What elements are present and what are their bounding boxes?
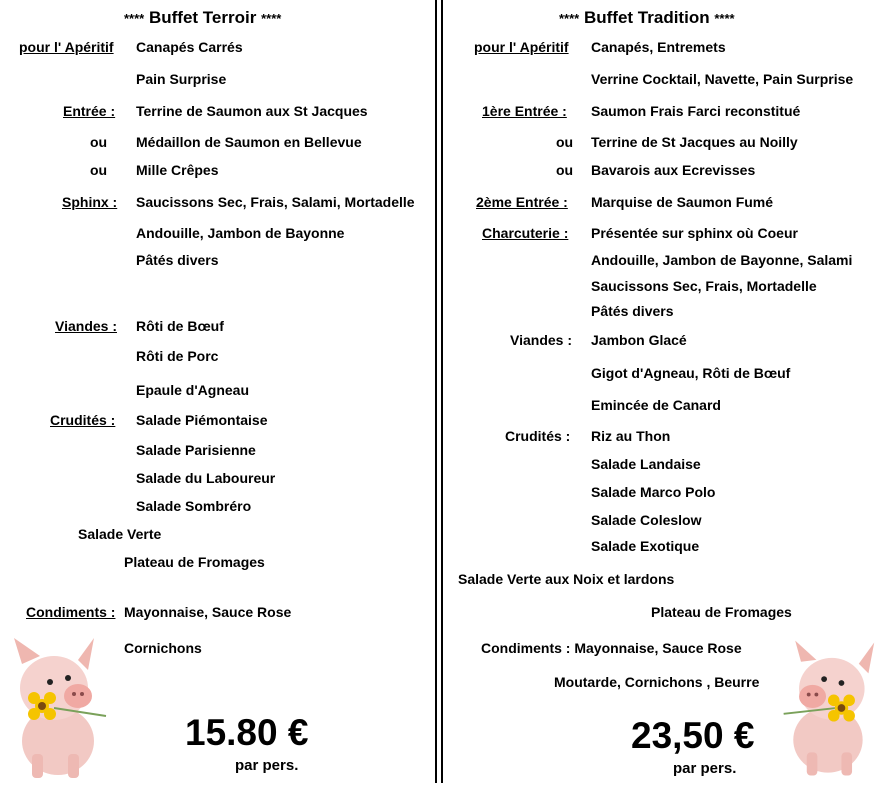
right-crudites-item: Salade Landaise [591,456,701,472]
left-crudites-item: Salade du Laboureur [136,470,276,486]
right-or-label: ou [556,162,574,178]
right-charcuterie-label: Charcuterie : [482,225,569,241]
right-charcuterie-item: Andouille, Jambon de Bayonne, Salami [591,252,853,268]
right-salade-verte: Salade Verte aux Noix et lardons [458,571,675,587]
right-entree1-item: Saumon Frais Farci reconstitué [591,103,801,119]
left-plateau-fromages: Plateau de Fromages [124,554,265,570]
left-entree-label: Entrée : [63,103,116,119]
right-viandes-item: Emincée de Canard [591,397,721,413]
right-plateau-fromages: Plateau de Fromages [651,604,792,620]
left-crudites-item: Salade Parisienne [136,442,256,458]
left-price: 15.80 € [185,712,309,753]
right-crudites-item: Salade Coleslow [591,512,702,528]
right-charcuterie-item: Saucissons Sec, Frais, Mortadelle [591,278,817,294]
right-entree1-item: Terrine de St Jacques au Noilly [591,134,798,150]
left-sphinx-item: Pâtés divers [136,252,219,268]
left-aperitif-label: pour l' Apéritif [19,39,114,55]
left-per-person: par pers. [235,757,299,774]
left-entree-item: Terrine de Saumon aux St Jacques [136,103,368,119]
left-salade-verte: Salade Verte [78,526,162,542]
right-crudites-item: Salade Exotique [591,538,700,554]
right-entree2-item: Marquise de Saumon Fumé [591,194,774,210]
right-viandes-item: Gigot d'Agneau, Rôti de Bœuf [591,365,791,381]
right-entree1-item: Bavarois aux Ecrevisses [591,162,756,178]
right-crudites-item: Salade Marco Polo [591,484,716,500]
left-sphinx-item: Andouille, Jambon de Bayonne [136,225,345,241]
left-viandes-item: Rôti de Porc [136,348,219,364]
right-aperitif-label: pour l' Apéritif [474,39,569,55]
right-viandes-label: Viandes : [510,332,572,348]
right-charcuterie-item: Pâtés divers [591,303,674,319]
right-or-label: ou [556,134,574,150]
right-crudites-item: Riz au Thon [591,428,671,444]
column-divider-left [435,0,437,783]
left-entree-item: Mille Crêpes [136,162,219,178]
right-viandes-item: Jambon Glacé [591,332,687,348]
left-viandes-item: Epaule d'Agneau [136,382,250,398]
left-viandes-item: Rôti de Bœuf [136,318,224,334]
left-sphinx-label: Sphinx : [62,194,118,210]
left-crudites-item: Salade Sombréro [136,498,252,514]
column-divider-right [441,0,443,783]
right-price: 23,50 € [631,715,755,756]
right-crudites-label: Crudités : [505,428,571,444]
left-viandes-label: Viandes : [55,318,117,334]
left-sphinx-item: Saucissons Sec, Frais, Salami, Mortadelle [136,194,415,210]
left-entree-item: Médaillon de Saumon en Bellevue [136,134,362,150]
left-condiments-item: Mayonnaise, Sauce Rose [124,604,292,620]
right-entree1-label: 1ère Entrée : [482,103,567,119]
right-title: **** Buffet Tradition **** [559,8,735,27]
left-aperitif-item: Canapés Carrés [136,39,243,55]
left-condiments-label: Condiments : [26,604,116,620]
right-aperitif-item: Canapés, Entremets [591,39,726,55]
left-crudites-label: Crudités : [50,412,116,428]
left-condiments-item: Cornichons [124,640,202,656]
right-entree2-label: 2ème Entrée : [476,194,568,210]
left-or-label: ou [90,134,108,150]
pig-with-flower-icon [774,636,880,782]
left-crudites-item: Salade Piémontaise [136,412,268,428]
right-condiments-item: Moutarde, Cornichons , Beurre [554,674,760,690]
left-or-label: ou [90,162,108,178]
right-condiments-line: Condiments : Mayonnaise, Sauce Rose [481,640,742,656]
right-per-person: par pers. [673,760,737,777]
left-aperitif-item: Pain Surprise [136,71,227,87]
right-charcuterie-item: Présentée sur sphinx où Coeur [591,225,798,241]
right-aperitif-item: Verrine Cocktail, Navette, Pain Surprise [591,71,854,87]
left-title: **** Buffet Terroir **** [124,8,282,27]
pig-with-flower-icon [8,636,118,782]
